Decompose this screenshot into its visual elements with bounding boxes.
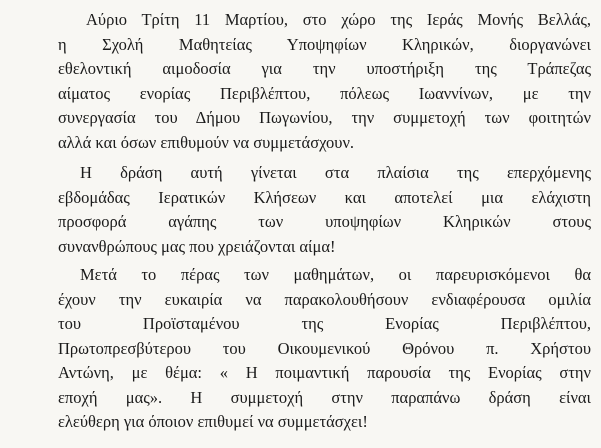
text-line: συνανθρώπους μας που χρειάζονται αίμα! bbox=[58, 236, 336, 256]
text-line: Αύριο Τρίτη 11 Μαρτίου, στο χώρο της Ιεράς Μονής Βελλάς, bbox=[86, 10, 591, 29]
paragraph-1 bbox=[58, 8, 591, 155]
text-line: Η δράση αυτή γίνεται στα πλαίσια της επερχόμενης bbox=[80, 163, 591, 182]
text-line: εβδομάδας Ιερατικών Κλήσεων και αποτελεί μια ελάχιστη bbox=[58, 187, 591, 207]
text-line: του Προϊσταμένου της Ενορίας Περιβλέπτου, bbox=[58, 314, 591, 333]
paragraph-3 bbox=[58, 263, 591, 435]
text-line: έχουν την ευκαιρία να παρακολουθήσουν ενδιαφέρουσα ομιλία bbox=[58, 289, 591, 309]
text-line: Πρωτοπρεσβύτερου του Οικουμενικού Θρόνου π. Χρήστου bbox=[58, 338, 591, 358]
paragraph-2 bbox=[58, 161, 591, 259]
text-line: η Σχολή Μαθητείας Υποψηφίων Κληρικών, διοργανώνει bbox=[58, 34, 591, 54]
text-line: συνεργασία του Δήμου Πωγωνίου, την συμμετοχή των φοιτητών bbox=[58, 108, 591, 127]
text-line: ελεύθερη για όποιον επιθυμεί να συμμετάσχει! bbox=[58, 412, 368, 431]
text-line: προσφορά αγάπης των υποψηφίων Κληρικών στους bbox=[58, 212, 591, 231]
text-line: αίματος ενορίας Περιβλέπτου, πόλεως Ιωαννίνων, με την bbox=[58, 83, 591, 103]
text-line: αλλά και όσων επιθυμούν να συμμετάσχουν. bbox=[58, 132, 355, 152]
text-line: εθελοντική αιμοδοσία για την υποστήριξη της Τράπεζας bbox=[58, 59, 591, 78]
text-line: εποχή μας». Η συμμετοχή στην παραπάνω δράση είναι bbox=[58, 387, 591, 407]
text-line: Αντώνη, με θέμα: « Η ποιμαντική παρουσία της Ενορίας στην bbox=[58, 363, 591, 382]
text-line: Μετά το πέρας των μαθημάτων, οι παρευρισκόμενοι θα bbox=[80, 265, 591, 284]
